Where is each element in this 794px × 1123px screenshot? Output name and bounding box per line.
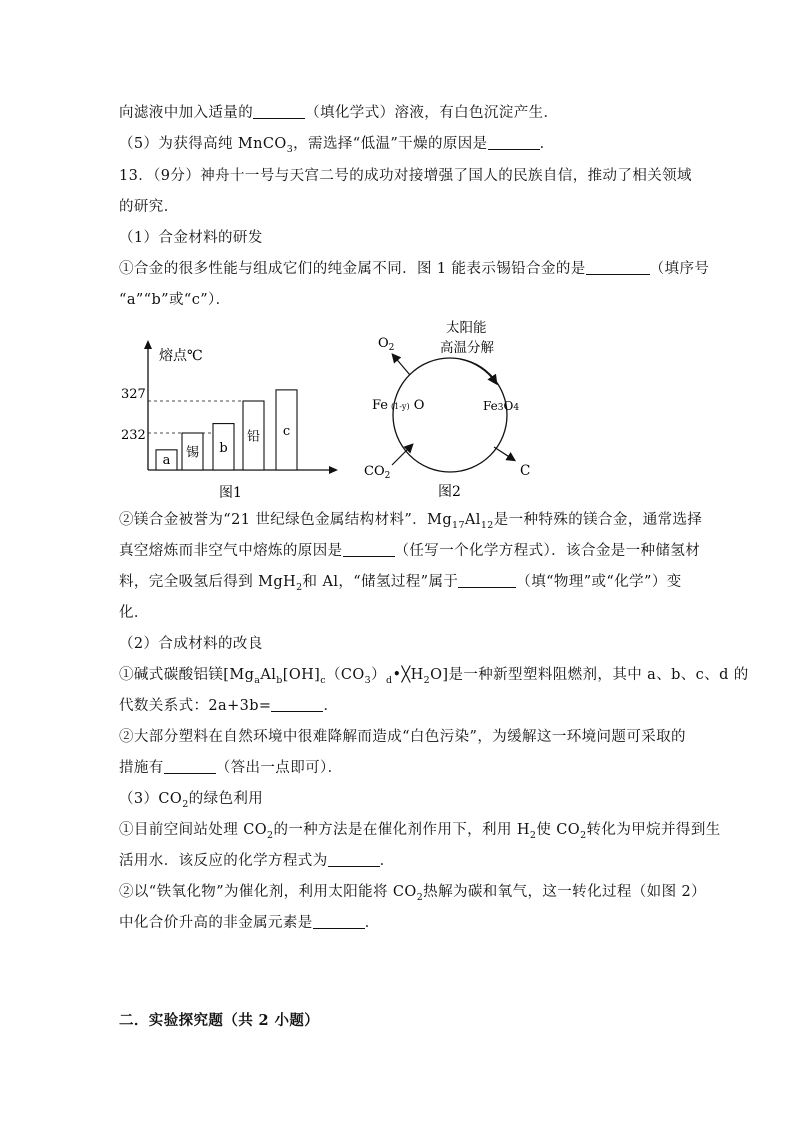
bar-label-3: 铅	[246, 429, 261, 445]
c-arrow	[494, 447, 514, 460]
line-9: 真空熔炼而非空气中熔炼的原因是 （任写一个化学方程式）．该合金是一种储氢材	[119, 543, 701, 559]
line-4: 的研究．	[119, 199, 179, 215]
x-axis-arrow	[329, 466, 338, 474]
line-3: 13．（9分）神舟十一号与天宫二号的成功对接增强了国人的民族自信，推动了相关领域	[119, 168, 692, 184]
answer-blank[interactable]	[313, 913, 365, 929]
line-10: 料，完全吸氢后得到 MgH$_2$和 Al，“储氢过程”属于 （填“物理”或“化学”）变	[119, 574, 682, 593]
answer-blank[interactable]	[586, 259, 650, 275]
bar-label-4: c	[282, 423, 291, 439]
line-17: $(3)CO_2$的绿色利用	[119, 791, 264, 810]
co2-label: $CO_2$	[364, 464, 391, 481]
answer-blank[interactable]	[343, 541, 395, 557]
line-12: （2）合成材料的改良	[119, 636, 263, 652]
line-5: （1）合金材料的研发	[119, 230, 263, 246]
line-14: 代数关系式：2a+3b= ．	[119, 698, 339, 714]
line-6: ①合金的很多性能与组成它们的纯金属不同．图 1 能表示锡铅合金的是 （填序号	[119, 261, 710, 277]
line-7: “a”“b”或“c”）．	[119, 292, 231, 308]
answer-blank[interactable]	[328, 851, 380, 867]
high-temp-decompose-label: 高温分解	[440, 340, 494, 356]
o2-arrow	[393, 355, 410, 375]
line-11: 化．	[119, 605, 149, 621]
line-2: （5）为获得高纯 MnCO$_3$，需选择“低温”干燥的原因是 ．	[119, 136, 555, 155]
bar-label-0: a	[162, 453, 171, 468]
answer-blank[interactable]	[253, 103, 305, 119]
figure-2-cycle-diagram	[360, 315, 560, 505]
line-20: ②以“铁氧化物”为催化剂，利用太阳能将 $CO_2$热解为碳和氧气，这一转化过程（如图 2）	[119, 884, 707, 903]
fe3o4-label: Fe3O4	[483, 399, 520, 413]
answer-blank[interactable]	[488, 134, 540, 150]
y-axis-arrow	[144, 340, 152, 349]
fe-1-y-o-label: Fe (1-y) O	[372, 398, 425, 413]
tick-327: 327	[121, 387, 146, 402]
c-label: C	[520, 463, 531, 479]
line-21: 中化合价升高的非金属元素是 ．	[119, 915, 380, 931]
figure-2-caption: 图2	[438, 484, 461, 500]
line-13: ①碱式碳酸铝镁$[Mg_aAl_b[OH]_c(CO_3)_d•╳H_2O]$是一种新型塑料阻燃剂，其中 a、b、c、d 的	[119, 667, 749, 686]
answer-blank[interactable]	[458, 572, 516, 588]
figure-1-bar-chart	[115, 335, 345, 505]
line-8: ②镁合金被誉为“21 世纪绿色金属结构材料”．$Mg_{17}Al_{12}$是一种特殊的镁合金，通常选择	[119, 512, 703, 531]
y-axis-label: 熔点℃	[159, 348, 203, 364]
solar-energy-label: 太阳能	[446, 320, 487, 336]
tick-232: 232	[121, 428, 146, 443]
line-15: ②大部分塑料在自然环境中很难降解而造成“白色污染”，为缓解这一环境问题可采取的	[119, 729, 686, 745]
answer-blank[interactable]	[271, 696, 323, 712]
line-19: 活用水．该反应的化学方程式为 ．	[119, 853, 395, 869]
bar-label-1: 锡	[185, 445, 200, 461]
answer-blank[interactable]	[164, 758, 216, 774]
line-18: ①目前空间站处理 $CO_2$的一种方法是在催化剂作用下，利用 $H_2$使 $CO_2$转化为甲烷并得到生	[119, 822, 721, 841]
figure-1-caption: 图1	[219, 485, 242, 501]
o2-label: $O_2$	[378, 336, 395, 353]
cycle-arrow-top	[460, 359, 496, 383]
bar-label-2: b	[219, 440, 228, 456]
section-heading: 二．实验探究题（共 2 小题）	[119, 1012, 320, 1029]
line-16: 措施有 （答出一点即可）．	[119, 760, 343, 776]
line-1: 向滤液中加入适量的 （填化学式）溶液，有白色沉淀产生．	[119, 105, 559, 121]
